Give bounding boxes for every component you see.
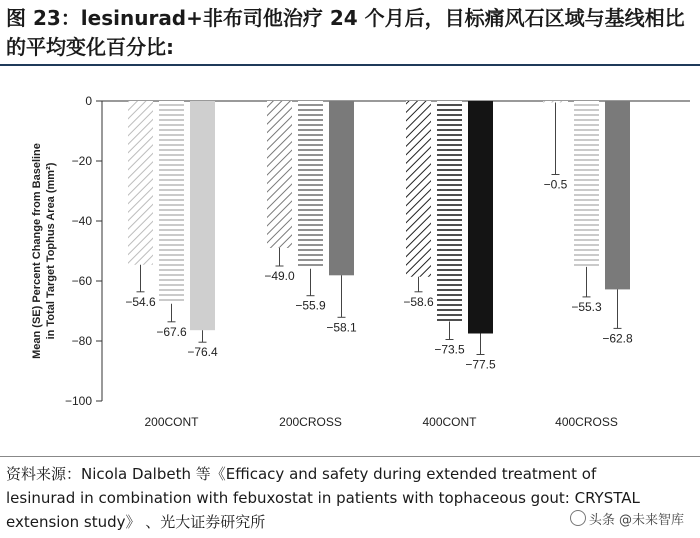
source-note: 资料来源：Nicola Dalbeth 等《Efficacy and safety during extended treatment of lesinurad in combination with febuxostat in patients with tophaceous gout: CRYSTAL extension study》 、光大证券研究所 (6, 465, 640, 531)
data-label: −0.5 (543, 177, 568, 192)
data-label: −62.8 (602, 331, 633, 346)
bar-200CONT-1 (128, 101, 153, 265)
data-label: −67.6 (156, 324, 187, 339)
data-label: −54.6 (125, 294, 156, 309)
figure-title: 图 23：lesinurad+非布司他治疗 24 个月后，目标痛风石区域与基线相比的平均变化百分比: (6, 6, 685, 59)
data-label: −58.1 (326, 320, 357, 335)
data-label: −58.6 (403, 294, 434, 309)
source-divider (0, 456, 700, 457)
y-tick-label: 0 (85, 94, 92, 108)
y-tick-label: −60 (71, 274, 92, 288)
data-label: −55.3 (571, 299, 602, 314)
watermark (564, 507, 690, 530)
data-label: −76.4 (187, 345, 218, 360)
bar-200CROSS-1 (267, 101, 292, 248)
x-tick-label: 400CONT (422, 415, 477, 429)
bar-400CROSS-3 (605, 101, 630, 289)
bar-400CONT-3 (468, 101, 493, 334)
data-label: −49.0 (264, 269, 295, 283)
bar-200CROSS-2 (298, 101, 323, 269)
bar-chart (0, 68, 700, 453)
bar-200CONT-2 (159, 101, 184, 304)
bar-200CONT-3 (190, 101, 215, 330)
watermark-text: 头条 @未来智库 (588, 513, 684, 528)
data-label: −55.9 (295, 298, 326, 313)
data-label: −77.5 (465, 357, 496, 372)
data-label: −73.5 (434, 342, 465, 357)
title-divider (0, 64, 700, 66)
camera-icon (570, 510, 586, 526)
x-tick-label: 200CROSS (279, 415, 342, 429)
x-tick-label: 200CONT (144, 415, 199, 429)
y-tick-label: −20 (71, 154, 92, 168)
y-axis-label: Mean (SE) Percent Change from Baseline in Total Target Tophus Area (mm²) (31, 143, 57, 359)
bar-200CROSS-3 (329, 101, 354, 275)
y-tick-label: −40 (71, 214, 92, 228)
bar-400CONT-1 (406, 101, 431, 277)
y-tick-label: −100 (64, 394, 92, 408)
bar-400CROSS-2 (574, 101, 599, 267)
bar-400CROSS-1 (543, 101, 568, 103)
chart-bars (128, 101, 630, 355)
x-tick-label: 400CROSS (555, 415, 618, 429)
y-tick-label: −80 (71, 334, 92, 348)
bar-400CONT-2 (437, 101, 462, 322)
